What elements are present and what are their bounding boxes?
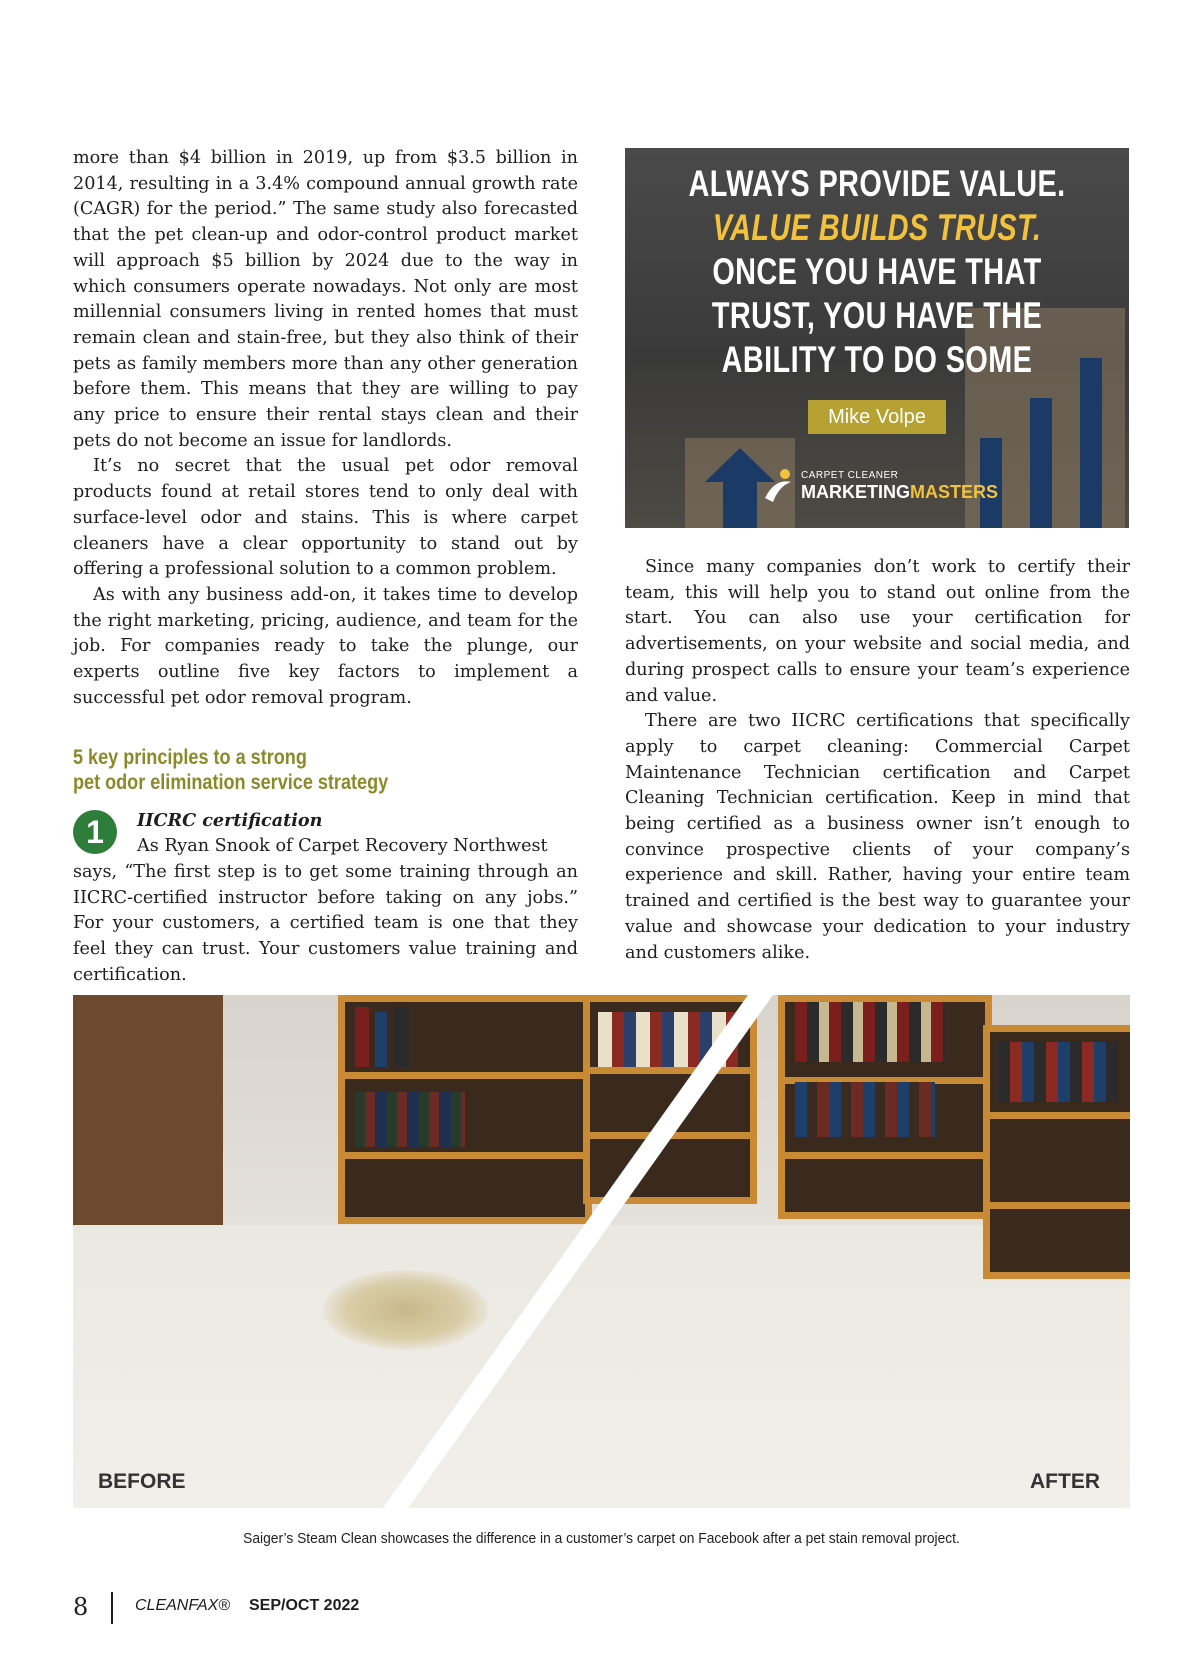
chart-bar-shape [1030, 398, 1052, 528]
brand-name [801, 482, 998, 503]
before-after-divider [73, 995, 1130, 1508]
quote-line: ONCE YOU HAVE THAT [712, 251, 1042, 292]
body-paragraph: It’s no secret that the usual pet odor removal products found at retail stores tend to only deal with surface-level odor and stains. This is where carpet cleaners have a clear opportunity to stand out by offering a professional solution to a common problem. [73, 456, 578, 580]
issue-date: SEP/OCT 2022 [249, 1597, 360, 1614]
page-number: 8 [73, 1593, 89, 1621]
section-heading [73, 745, 589, 795]
principle-first-line: As Ryan Snook of Carpet Recovery Northwest [137, 836, 548, 857]
body-paragraph: As with any business add-on, it takes time to develop the right marketing, pricing, audience, and team for the job. For companies ready to take the plunge, our experts outline five key factors to implement a successful pet odor removal program. [73, 584, 578, 708]
principle-body: says, “The first step is to get some training through an IICRC-certified instructor before taking on any jobs.” For your customers, a certified team is one that they feel they can trust. Your customers value training and certification. [73, 861, 578, 985]
brand-name-part: MARKETING [801, 482, 910, 502]
magazine-name: CLEANFAX® [135, 1597, 231, 1614]
footer-divider [111, 1592, 113, 1624]
quote-image [625, 148, 1129, 528]
body-paragraph: There are two IICRC certifications that specifically apply to carpet cleaning: Commercial Carpet Maintenance Technician certification and Carpet Cleaning Technician certification. Keep in mind that being certified as a business owner isn’t enough to convince prospective clients of your company’s experience and skill. Rather, having your entire team trained and certified is the best way to guarantee your value and showcase your dedication to your industry and customers alike. [625, 711, 1130, 963]
quote-line: TRUST, YOU HAVE THE [711, 295, 1043, 336]
section-heading-line: 5 key principles to a strong [73, 746, 307, 770]
person-swoosh-icon [761, 468, 797, 504]
before-after-photo [73, 995, 1130, 1508]
photo-caption: Saiger’s Steam Clean showcases the difference in a customer’s carpet on Facebook after a pet stain removal project. [243, 1530, 960, 1547]
right-column [625, 555, 1130, 966]
brand-logo [761, 464, 1011, 508]
chart-bar-shape [1080, 358, 1102, 528]
principle-item-1 [73, 808, 578, 859]
body-paragraph: Since many companies don’t work to certify their team, this will help you to stand out online from the start. You can also use your certification for advertisements, on your website and social media, and during prospect calls to ensure your team’s experience and value. [625, 557, 1130, 706]
brand-tagline: CARPET CLEANER [801, 470, 899, 481]
principle-title: IICRC certification [137, 810, 323, 832]
quote-author: Mike Volpe [808, 400, 946, 434]
before-label: BEFORE [98, 1470, 186, 1493]
quote-line: ALWAYS PROVIDE VALUE. [688, 163, 1066, 204]
left-column [73, 146, 578, 988]
brand-name-accent: MASTERS [910, 482, 999, 502]
section-heading-line: pet odor elimination service strategy [73, 771, 389, 795]
number-badge: 1 [73, 810, 117, 854]
after-label: AFTER [1030, 1470, 1100, 1493]
quote-line: ABILITY TO DO SOME [721, 339, 1033, 380]
quote-line-highlight: VALUE BUILDS TRUST. [712, 207, 1042, 248]
body-paragraph: more than $4 billion in 2019, up from $3.5 billion in 2014, resulting in a 3.4% compound annual growth rate (CAGR) for the period.” The same study also forecasted that the pet clean-up and odor-control product market will approach $5 billion by 2024 due to the way in which consumers operate nowadays. Not only are most millennial consumers living in rented homes that must remain clean and stain-free, but they also think of their pets as family members more than any other generation before them. This means that they are willing to pay any price to ensure their rental stays clean and their pets do not become an issue for landlords. [73, 148, 578, 451]
